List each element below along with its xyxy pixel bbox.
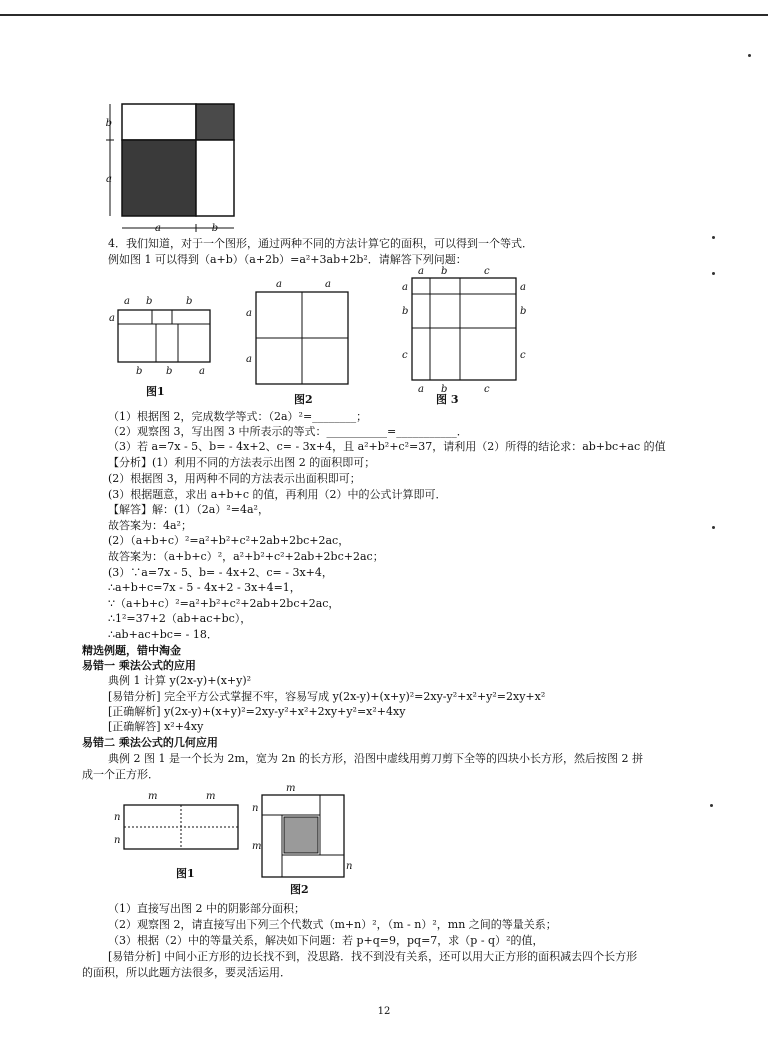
label-b-bottom: b — [211, 223, 219, 234]
fig3-top-a: a — [418, 266, 424, 277]
e2-fig1-m1: m — [148, 791, 158, 802]
e2-fig2-n1: n — [252, 803, 259, 814]
e2-analysis-2: 的面积，所以此题方法很多，要灵活运用． — [82, 966, 291, 979]
q4-analysis-2: (2）根据图 3，用两种不同的方法表示出面积即可； — [108, 472, 361, 485]
top-shaded-square-b — [196, 104, 234, 140]
top-square-figure — [0, 0, 768, 240]
q4-solution-3: (2）（a+b+c）²=a²+b²+c²+2ab+2bc+2ac， — [108, 534, 350, 547]
q4-analysis-3: (3）根据题意，求出 a+b+c 的值，再利用（2）中的公式计算即可． — [108, 488, 447, 501]
e2-fig1-caption: 图1 — [176, 867, 195, 880]
e1-title: 易错一 乘法公式的应用 — [82, 659, 196, 672]
fig1-bottom-b2: b — [166, 366, 173, 377]
q4-solution-2: 故答案为：4a²； — [108, 519, 192, 532]
top-shaded-square-a — [122, 140, 196, 216]
label-b-left: b — [105, 118, 112, 129]
scan-speck — [712, 526, 715, 529]
e1-line-1: 典例 1 计算 y(2x-y)+(x+y)² — [108, 674, 252, 687]
e2-fig2-shaded-square — [284, 817, 318, 853]
fig3-bottom-a: a — [418, 384, 424, 395]
e2-question-1: （1）直接写出图 2 中的阴影部分面积； — [108, 902, 305, 915]
fig3-bottom-c: c — [484, 384, 490, 395]
e1-line-3: [正确解析] y(2x-y)+(x+y)²=2xy-y²+x²+2xy+y²=x²+4xy — [108, 705, 406, 718]
fig1-top-a: a — [124, 296, 130, 307]
scan-speck — [712, 272, 715, 275]
top-white-rect — [122, 104, 196, 140]
e2-question-2: （2）观察图 2，请直接写出下列三个代数式（m+n）²，（m - n）²，mn 之间的等量关系； — [108, 918, 557, 931]
q4-part2: （2）观察图 3，写出图 3 中所表示的等式：___________=___________． — [108, 425, 468, 438]
q4-solution-7: ∵（a+b+c）²=a²+b²+c²+2ab+2bc+2ac， — [108, 597, 340, 610]
q4-part3: （3）若 a=7x - 5、b= - 4x+2、c= - 3x+4，且 a²+b²+c²=37，请利用（2）所得的结论求：ab+bc+ac 的值 — [108, 440, 666, 453]
e2-fig1-m2: m — [206, 791, 216, 802]
fig3-left-c: c — [402, 350, 408, 361]
e2-fig2-caption: 图2 — [290, 883, 309, 896]
fig1-top-b2: b — [186, 296, 193, 307]
q4-analysis-1: 【分析】(1）利用不同的方法表示出图 2 的面积即可； — [108, 456, 376, 469]
q4-figures — [0, 266, 768, 430]
scan-speck — [710, 804, 713, 807]
fig3-top-c: c — [484, 266, 490, 277]
q4-solution-9: ∴ab+ac+bc= - 18． — [108, 628, 218, 641]
fig2-left-a2: a — [246, 354, 252, 365]
e2-intro-1: 典例 2 图 1 是一个长为 2m，宽为 2n 的长方形，沿图中虚线用剪刀剪下全等的四块小长方形，然后按图 2 拼 — [108, 752, 643, 765]
e2-fig2-m1: m — [286, 783, 296, 794]
e2-fig1 — [114, 791, 238, 849]
e2-fig2-n2: n — [346, 861, 353, 872]
fig3-right-b: b — [520, 306, 527, 317]
q4-fig1 — [109, 296, 210, 377]
q4-solution-6: ∴a+b+c=7x - 5 - 4x+2 - 3x+4=1， — [108, 581, 301, 594]
scan-speck — [748, 54, 751, 57]
fig2-top-a1: a — [276, 279, 282, 290]
fig2-left-a1: a — [246, 308, 252, 319]
e2-intro-2: 成一个正方形． — [82, 768, 159, 781]
e2-analysis-1: [易错分析] 中间小正方形的边长找不到，没思路．找不到没有关系，还可以用大正方形的面积减去四个长方形 — [108, 950, 638, 963]
e2-fig1-n1: n — [114, 812, 121, 823]
fig2-top-a2: a — [325, 279, 331, 290]
e2-question-3: （3）根据（2）中的等量关系，解决如下问题：若 p+q=9，pq=7，求（p - q）²的值， — [108, 934, 544, 947]
page-number: 12 — [377, 1006, 391, 1017]
e1-line-4: [正确解答] x²+4xy — [108, 720, 204, 733]
scan-speck — [712, 236, 715, 239]
e2-fig1-n2: n — [114, 835, 121, 846]
section-title: 精选例题，错中淘金 — [82, 644, 181, 657]
e2-figures — [0, 785, 768, 905]
fig3-left-b: b — [402, 306, 409, 317]
fig3-right-c: c — [520, 350, 526, 361]
q4-solution-1: 【解答】解：(1）（2a）²=4a²， — [108, 503, 269, 516]
q4-fig2-caption: 图2 — [294, 393, 313, 406]
fig1-bottom-a: a — [199, 366, 205, 377]
label-a-left: a — [106, 174, 112, 185]
q4-part1: （1）根据图 2，完成数学等式：（2a）²=________； — [108, 410, 368, 423]
q4-fig1-caption: 图1 — [146, 385, 165, 398]
fig1-top-b1: b — [146, 296, 153, 307]
q4-example: 例如图 1 可以得到（a+b）（a+2b）=a²+3ab+2b²．请解答下列问题： — [108, 253, 467, 266]
q4-fig3-caption: 图 3 — [436, 393, 459, 406]
e1-line-2: [易错分析] 完全平方公式掌握不牢，容易写成 y(2x-y)+(x+y)²=2xy-y²+x²+y²=2xy+x² — [108, 690, 546, 703]
label-a-bottom: a — [155, 223, 161, 234]
q4-fig2 — [246, 279, 348, 384]
fig3-left-a: a — [402, 282, 408, 293]
q4-intro: 4．我们知道，对于一个图形，通过两种不同的方法计算它的面积，可以得到一个等式． — [108, 237, 533, 250]
fig3-bottom-b: b — [441, 384, 448, 395]
fig3-top-b: b — [441, 266, 448, 277]
e2-fig2 — [252, 783, 352, 877]
fig1-left-a: a — [109, 313, 115, 324]
e2-fig2-m2: m — [252, 841, 262, 852]
fig1-bottom-b1: b — [136, 366, 143, 377]
q4-solution-4: 故答案为：（a+b+c）²，a²+b²+c²+2ab+2bc+2ac； — [108, 550, 384, 563]
q4-solution-5: (3）∵a=7x - 5、b= - 4x+2、c= - 3x+4， — [108, 566, 333, 579]
q4-fig3 — [402, 266, 526, 395]
fig3-right-a: a — [520, 282, 526, 293]
top-white-rect-2 — [196, 140, 234, 216]
q4-solution-8: ∴1²=37+2（ab+ac+bc）， — [108, 612, 252, 625]
e2-title: 易错二 乘法公式的几何应用 — [82, 736, 218, 749]
